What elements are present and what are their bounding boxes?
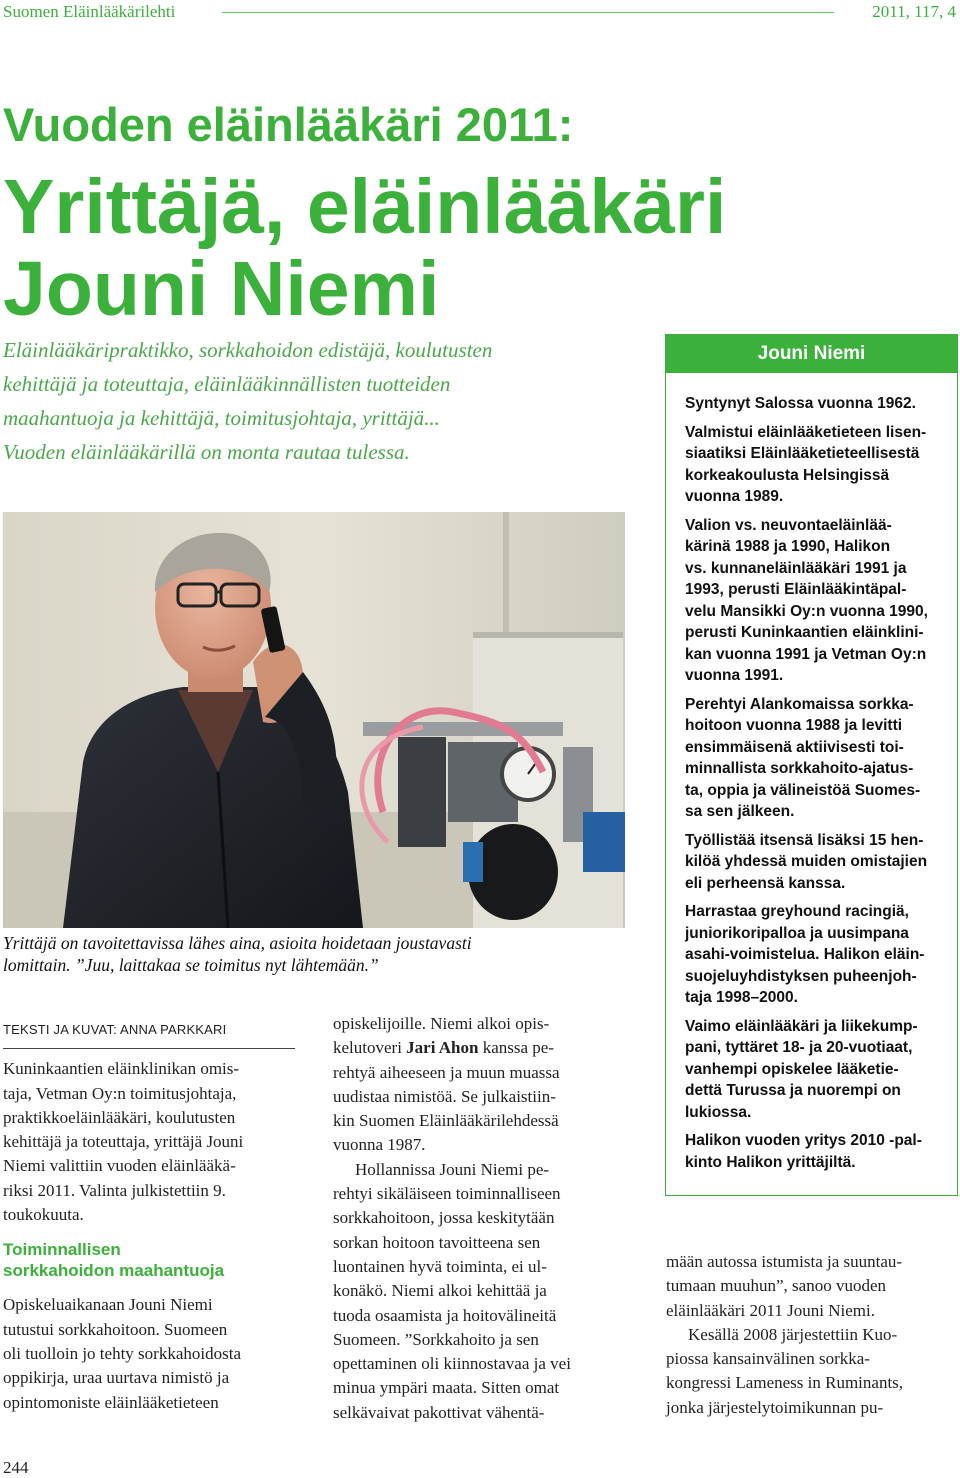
lead-line: kehittäjä ja toteuttaja, eläinlääkinnällisten tuotteiden (3, 372, 451, 396)
text-line: Hollannissa Jouni Niemi pe- (355, 1159, 550, 1179)
subhead-line: sorkkahoidon maahantuoja (3, 1261, 225, 1281)
fact-line: kärinä 1988 ja 1990, Halikon (685, 538, 891, 555)
fact-line: hoitoon vuonna 1988 ja levitti (685, 717, 903, 734)
text-line: luontainen hyvä toiminta, ei ul- (333, 1256, 547, 1276)
article-kicker: Vuoden eläinlääkäri 2011: (3, 98, 574, 151)
fact-box-title: Jouni Niemi (666, 335, 957, 373)
headline-line: Jouni Niemi (3, 246, 440, 332)
photo-illustration (3, 512, 625, 928)
text-line: Kesällä 2008 järjestettiin Kuo- (688, 1324, 898, 1344)
text-line: taja, Vetman Oy:n toimitusjohtaja, (3, 1083, 237, 1103)
fact-line: kilöä yhdessä muiden omistajien (685, 853, 928, 870)
text-line: piossa kansainvälinen sorkka- (666, 1349, 870, 1369)
section-paragraph (3, 1293, 295, 1414)
journal-name: Suomen Eläinlääkärilehti (3, 2, 176, 21)
fact-paragraph (685, 694, 939, 823)
fact-box (665, 334, 958, 1196)
fact-line: Harrastaa greyhound racingiä, (685, 903, 909, 920)
fact-line: Valion vs. neuvontaeläinlää- (685, 516, 892, 534)
fact-line: asahi-voimistelua. Halikon eläin- (685, 946, 925, 963)
fact-paragraph (685, 515, 939, 687)
fact-paragraph (685, 422, 939, 508)
article-headline (3, 166, 726, 330)
header-rule (222, 12, 834, 13)
lead-line: maahantuoja ja kehittäjä, toimitusjohtaja, yrittäjä... (3, 406, 440, 430)
fact-line: Perehtyi Alankomaissa sorkka- (685, 695, 914, 713)
text-line: tuoda osaamista ja hoitovälineitä (333, 1305, 557, 1325)
text-line: praktikkoeläinlääkäri, koulutusten (3, 1107, 236, 1127)
text-line: Opiskeluaikanaan Jouni Niemi (3, 1295, 213, 1315)
fact-line: velu Mansikki Oy:n vuonna 1990, (685, 602, 928, 620)
text-line: kehittäjä ja toteuttaja, yrittäjä Jouni (3, 1132, 244, 1152)
text-line: opettaminen oli kiinnostavaa ja vei (333, 1354, 571, 1374)
fact-line: 1993, perusti Eläinlääkintäpal- (685, 581, 907, 598)
photo-caption (3, 932, 643, 976)
text-line: tutustui sorkkahoitoon. Suomeen (3, 1319, 228, 1339)
fact-paragraph (685, 1130, 939, 1173)
fact-line: vs. kunnaneläinlääkäri 1991 ja (685, 559, 907, 577)
text-line: oli tuolloin jo tehty sorkkahoidosta (3, 1343, 241, 1363)
text-line: rehtyi sikäläiseen toiminnalliseen (333, 1184, 561, 1204)
headline-line: Yrittäjä, eläinlääkäri (3, 164, 727, 250)
fact-line: taja 1998–2000. (685, 989, 798, 1006)
text-line: selkävaivat pakottivat vähentä- (333, 1402, 545, 1422)
byline: TEKSTI JA KUVAT: ANNA PARKKARI (3, 1018, 295, 1049)
text-line: tumaan muuhun”, sanoo vuoden (666, 1276, 887, 1296)
body-column-3 (666, 1250, 958, 1420)
fact-line: Halikon vuoden yritys 2010 -pal- (685, 1132, 922, 1149)
fact-line: kinto Halikon yrittäjiltä. (685, 1153, 856, 1171)
fact-line: dettä Turussa ja nuorempi on (685, 1082, 901, 1099)
text-line: minua ympäri maata. Sitten omat (333, 1378, 560, 1398)
fact-line: ensimmäisenä aktiivisesti toi- (685, 738, 904, 756)
fact-line: vanhempi opiskelee lääketie- (685, 1060, 899, 1078)
fact-line: pani, tyttäret 18- ja 20-vuotiaat, (685, 1039, 913, 1056)
fact-paragraph (685, 830, 939, 895)
text-line: toukokuuta. (3, 1205, 84, 1225)
intro-paragraph (3, 1057, 295, 1227)
text-line: eläinlääkäri 2011 Jouni Niemi. (666, 1300, 875, 1320)
person-name: Jari Ahon (406, 1038, 479, 1058)
fact-line: kan vuonna 1991 ja Vetman Oy:n (685, 645, 927, 663)
caption-line: lomittain. ”Juu, laittakaa se toimitus nyt lähtemään.” (3, 955, 379, 975)
fact-line: juniorikoripalloa ja uusimpana (685, 924, 909, 942)
text-line: mään autossa istumista ja suuntau- (666, 1252, 903, 1271)
subhead-line: Toiminnallisen (3, 1240, 121, 1260)
text-line: riksi 2011. Valinta julkistettiin 9. (3, 1180, 226, 1200)
text-line: vuonna 1987. (333, 1135, 426, 1155)
text-line: sorkan hoitoon tavoitteena sen (333, 1232, 541, 1252)
article-photo (3, 512, 625, 928)
lead-line: Eläinlääkäripraktikko, sorkkahoidon edistäjä, koulutusten (3, 338, 493, 362)
text-line: kin Suomen Eläinlääkärilehdessä (333, 1111, 559, 1131)
fact-line: siaatiksi Eläinlääketieteellisestä (685, 445, 920, 462)
text-line: opintomoniste eläinlääketieteen (3, 1392, 219, 1412)
section-subheading (3, 1239, 295, 1281)
fact-line: Valmistui eläinlääketieteen lisen- (685, 423, 927, 441)
text-line: kongressi Lameness in Ruminants, (666, 1373, 904, 1393)
text-line: oppikirja, uraa uurtava nimistö ja (3, 1368, 230, 1388)
text-line: sorkkahoitoon, jossa keskitytään (333, 1208, 555, 1228)
fact-line: eli perheensä kanssa. (685, 874, 846, 892)
fact-line: sa sen jälkeen. (685, 803, 795, 820)
fact-paragraph (685, 393, 939, 415)
fact-line: minnallista sorkkahoito-ajatus- (685, 760, 914, 777)
fact-line: vuonna 1989. (685, 488, 784, 505)
page-number: 244 (3, 1458, 29, 1477)
fact-paragraph (685, 1016, 939, 1124)
text-line: rehtyä aiheeseen ja muun muassa (333, 1062, 560, 1082)
lead-line: Vuoden eläinlääkärillä on monta rautaa tulessa. (3, 440, 410, 464)
body-column-2 (333, 1012, 627, 1425)
text-fragment: kanssa pe- (482, 1038, 554, 1058)
fact-line: Vaimo eläinlääkäri ja liikekump- (685, 1017, 918, 1035)
text-line (333, 1036, 627, 1060)
article-lead (3, 333, 643, 469)
text-line: Niemi valittiin vuoden eläinlääkä- (3, 1156, 236, 1176)
text-fragment: kelutoveri (333, 1038, 402, 1058)
fact-line: perusti Kuninkaantien eläinklini- (685, 624, 924, 641)
caption-line: Yrittäjä on tavoitettavissa lähes aina, asioita hoidetaan joustavasti (3, 933, 472, 953)
text-line: jonka järjestelytoimikunnan pu- (666, 1397, 884, 1417)
text-line: opiskelijoille. Niemi alkoi opis- (333, 1014, 550, 1033)
fact-box-body (666, 373, 957, 1173)
fact-line: vuonna 1991. (685, 667, 784, 684)
fact-line: lukiossa. (685, 1103, 752, 1121)
text-line: konäkö. Niemi alkoi kehittää ja (333, 1281, 547, 1301)
text-line: uudistaa nimistöä. Se julkaistiin- (333, 1086, 556, 1106)
fact-line: Työllistää itsensä lisäksi 15 hen- (685, 831, 924, 849)
body-column-1 (3, 1018, 295, 1415)
text-line: Suomeen. ”Sorkkahoito ja sen (333, 1329, 539, 1349)
fact-line: ta, oppia ja välineistöä Suomes- (685, 781, 921, 799)
fact-line: Syntynyt Salossa vuonna 1962. (685, 395, 916, 412)
issue-reference: 2011, 117, 4 (872, 2, 956, 21)
fact-line: korkeakoulusta Helsingissä (685, 466, 890, 484)
fact-paragraph (685, 901, 939, 1009)
text-line: Kuninkaantien eläinklinikan omis- (3, 1059, 240, 1079)
fact-line: suojeluyhdistyksen puheenjoh- (685, 967, 917, 985)
